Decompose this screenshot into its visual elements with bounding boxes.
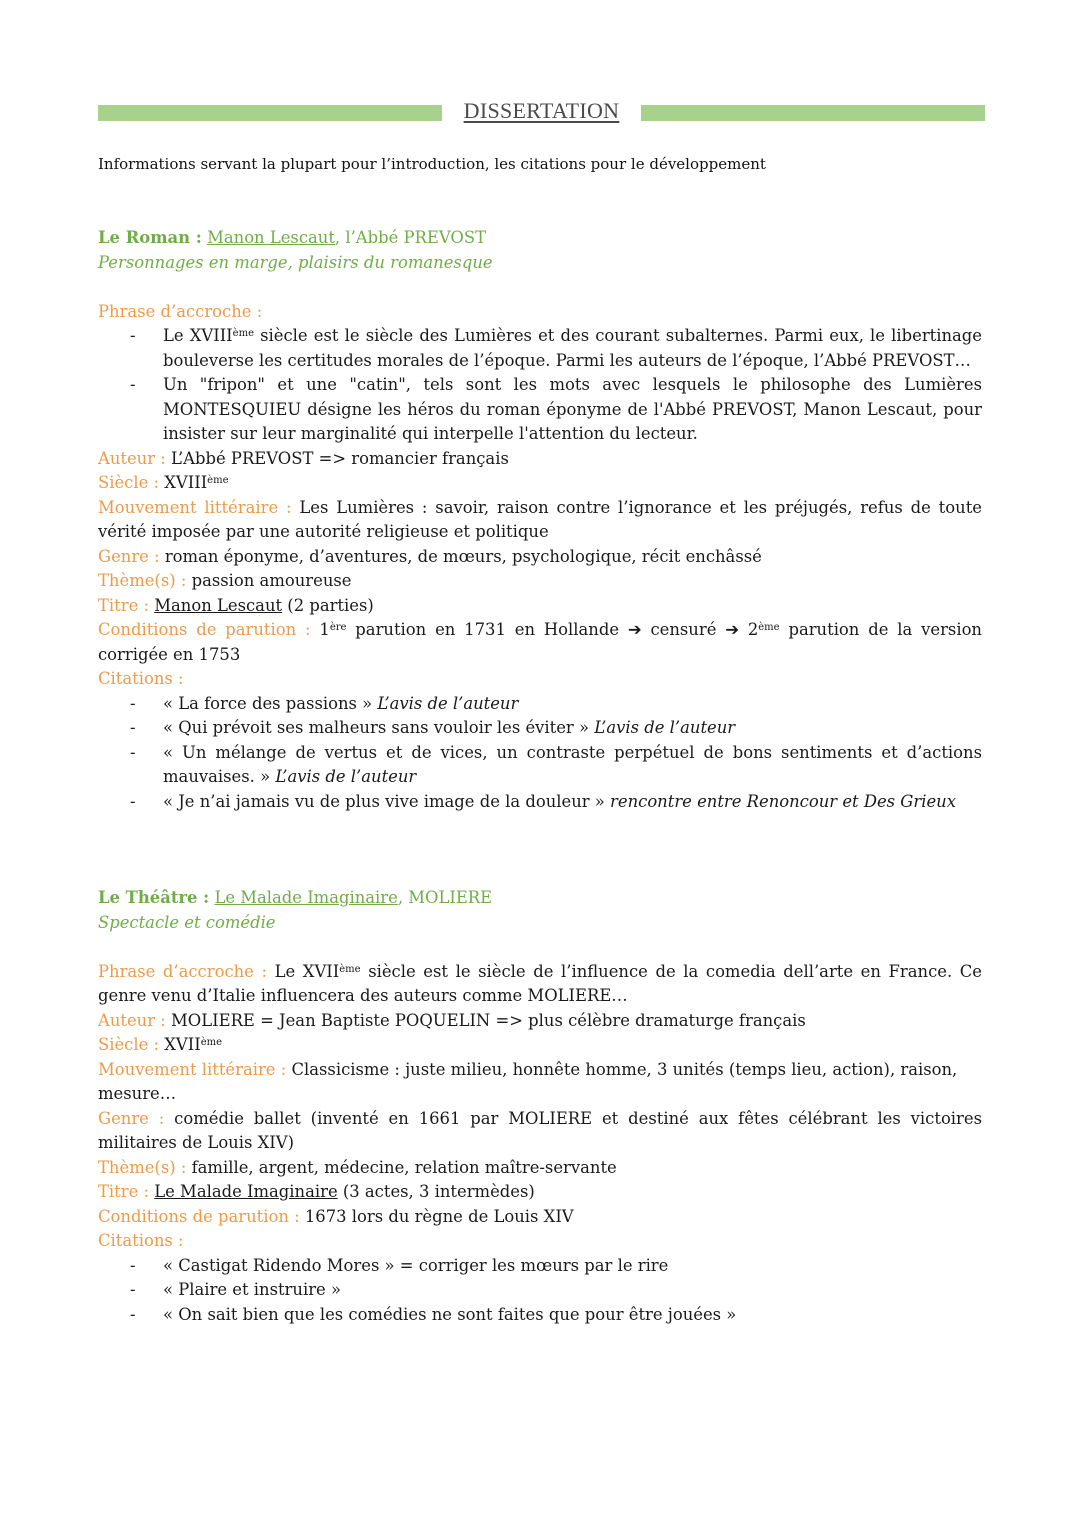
title-bar-right xyxy=(641,105,985,121)
section-roman xyxy=(98,226,982,814)
list-item: - « Je n’ai jamais vu de plus vive image de la douleur » rencontre entre Renoncour et Des Grieux xyxy=(130,791,956,811)
citations-label: Citations : xyxy=(98,669,184,688)
section-theatre xyxy=(98,886,982,1327)
genre-line: Genre : roman éponyme, d’aventures, de mœurs, psychologique, récit enchâssé xyxy=(98,546,762,566)
section-label: Le Théâtre : xyxy=(98,888,210,907)
accroche-line: Phrase d’accroche : Le XVIIème siècle est le siècle de l’influence de la comedia dell’arte en France. Ce genre venu d’Italie influencera des auteurs comme MOLIERE… xyxy=(98,961,983,1005)
mouvement-line: Mouvement littéraire : Les Lumières : savoir, raison contre l’ignorance et les préjugés, refus de toute vérité imposée par une autorité religieuse et politique xyxy=(98,497,982,541)
title-row xyxy=(98,98,985,128)
list-item: - « Plaire et instruire » xyxy=(130,1280,341,1299)
title-bar-left xyxy=(98,105,442,121)
genre-line: Genre : comédie ballet (inventé en 1661 par MOLIERE et destiné aux fêtes célébrant les victoires militaires de Louis XIV) xyxy=(98,1108,982,1152)
accroche-label: Phrase d’accroche : xyxy=(98,301,263,321)
section-subtitle: Personnages en marge, plaisirs du romanesque xyxy=(98,252,493,272)
siecle-line: Siècle : XVIIème xyxy=(98,1035,223,1054)
mouvement-line: Mouvement littéraire : Classicisme : juste milieu, honnête homme, 3 unités (temps lieu, action), raison, mesure… xyxy=(98,1059,958,1103)
intro-text: Informations servant la plupart pour l’introduction, les citations pour le développement xyxy=(98,155,766,173)
parution-line: Conditions de parution : 1ère parution en 1731 en Hollande ➔ censuré ➔ 2ème parution de la version corrigée en 1753 xyxy=(98,620,982,664)
citations-label: Citations : xyxy=(98,1231,184,1250)
titre-line: Titre : Le Malade Imaginaire (3 actes, 3 intermèdes) xyxy=(98,1182,535,1201)
work-author: , MOLIERE xyxy=(397,888,493,907)
auteur-line: Auteur : L’Abbé PREVOST => romancier français xyxy=(98,448,509,468)
theme-line: Thème(s) : passion amoureuse xyxy=(98,571,352,590)
accroche-list xyxy=(98,324,982,447)
titre-line: Titre : Manon Lescaut (2 parties) xyxy=(98,595,374,615)
citations-list xyxy=(98,1254,982,1328)
theme-line: Thème(s) : famille, argent, médecine, relation maître-servante xyxy=(98,1157,617,1177)
section-subtitle: Spectacle et comédie xyxy=(98,912,276,932)
page-title: DISSERTATION xyxy=(463,98,620,123)
auteur-line: Auteur : MOLIERE = Jean Baptiste POQUELIN => plus célèbre dramaturge français xyxy=(98,1010,806,1030)
list-item: - « Qui prévoit ses malheurs sans vouloir les éviter » L’avis de l’auteur xyxy=(130,718,736,737)
list-item: - « Castigat Ridendo Mores » = corriger les mœurs par le rire xyxy=(130,1255,669,1275)
section-heading xyxy=(98,226,982,251)
work-title: Manon Lescaut xyxy=(207,228,335,247)
citations-list xyxy=(98,692,982,815)
section-heading xyxy=(98,886,982,911)
list-item: - « La force des passions » L’avis de l’auteur xyxy=(130,693,519,713)
list-item: - « Un mélange de vertus et de vices, un contraste perpétuel de bons sentiments et d’actions mauvaises. » L’avis de l’auteur xyxy=(130,742,982,786)
siecle-line: Siècle : XVIIIème xyxy=(98,473,229,492)
parution-line: Conditions de parution : 1673 lors du règne de Louis XIV xyxy=(98,1206,574,1226)
section-label: Le Roman : xyxy=(98,228,202,247)
work-title: Le Malade Imaginaire xyxy=(214,888,398,907)
work-author: , l’Abbé PREVOST xyxy=(334,228,487,247)
list-item: - « On sait bien que les comédies ne sont faites que pour être jouées » xyxy=(130,1304,737,1324)
list-item: - Un "fripon" et une "catin", tels sont les mots avec lesquels le philosophe des Lumières MONTESQUIEU désigne les héros du roman éponyme de l'Abbé PREVOST, Manon Lescaut, pour insister sur leur marginalité qui interpelle l'attention du lecteur. xyxy=(130,375,982,443)
list-item: - Le XVIIIème siècle est le siècle des Lumières et des courant subalternes. Parmi eux, le libertinage bouleverse les certitudes morales de l’époque. Parmi les auteurs de l’époque, l’Abbé PREVOST… xyxy=(130,326,983,370)
